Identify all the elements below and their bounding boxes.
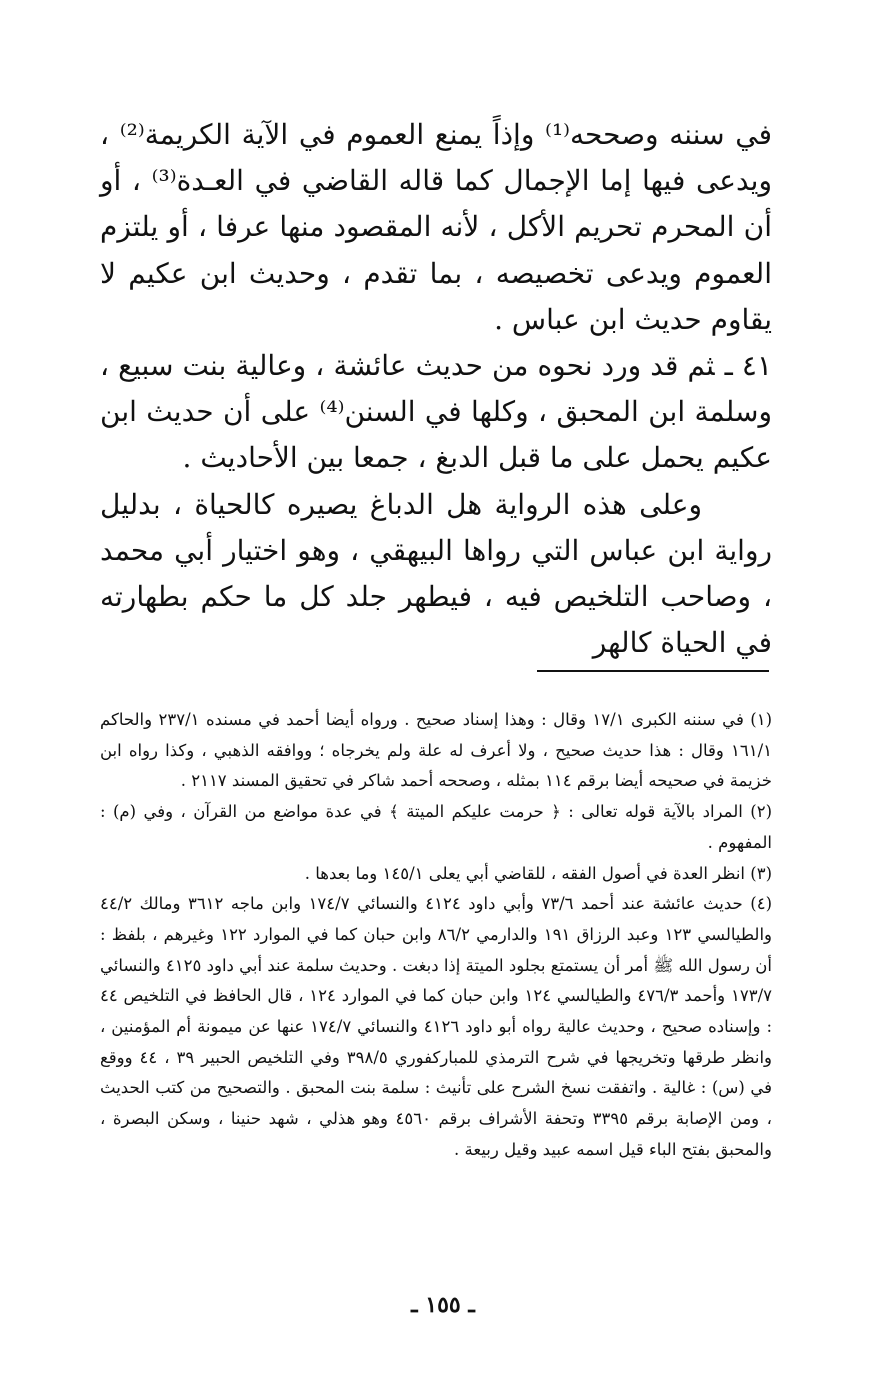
main-paragraph: في سننه وصححه⁽¹⁾ وإذاً يمنع العموم في الآية الكريمة⁽²⁾ ، ويدعى فيها إما الإجمال كما قاله القاضي في العـدة⁽³⁾ ، أو أن المحرم تحريم الأكل ، لأنه المقصود منها عرفا ، أو يلتزم العموم ويدعى تخصيصه ، بما تقدم ، وحديث ابن عكيم لا يقاوم حديث ابن عباس . bbox=[100, 118, 772, 336]
footnote-divider bbox=[537, 670, 769, 672]
numbered-paragraph-41 bbox=[100, 343, 772, 482]
main-paragraph: وعلى هذه الرواية هل الدباغ يصيره كالحياة ، بدليل رواية ابن عباس التي رواها البيهقي ، وهو اختيار أبي محمد ، وصاحب التلخيص فيه ، فيطهر جلد كل ما حكم بطهارته في الحياة كالهر bbox=[100, 487, 772, 660]
footnote-3: (٣) انظر العدة في أصول الفقه ، للقاضي أبي يعلى ١٤٥/١ وما بعدها . bbox=[304, 863, 772, 883]
main-text-block bbox=[100, 112, 772, 666]
footnote-4: (٤) حديث عائشة عند أحمد ٧٣/٦ وأبي داود ٤١٢٤ والنسائي ١٧٤/٧ وابن ماجه ٣٦١٢ ومالك ٤٤/٢ والطيالسي ١٢٣ وعبد الرزاق ١٩١ والدارمي ٨٦/٢ وابن حبان كما في الموارد ١٢٢ وغيرهم ، بلفظ : أن رسول الله ﷺ أمر أن يستمتع بجلود الميتة إذا دبغت . وحديث سلمة عند أبي داود ٤١٢٥ والنسائي ١٧٣/٧ وأحمد ٤٧٦/٣ والطيالسي ١٢٤ وابن حبان كما في الموارد ١٢٤ ، قال الحافظ في التلخيص ٤٤ : وإسناده صحيح ، وحديث عالية رواه أبو داود ٤١٢٦ والنسائي ١٧٤/٧ عنها عن ميمونة أم المؤمنين ، وانظر طرقها وتخريجها في شرح الترمذي للمباركفوري ٣٩٨/٥ وفي التلخيص الحبير ٣٩ ، ٤٤ ووقع في (س) : غالية . واتفقت نسخ الشرح على تأنيث : سلمة بنت المحبق . والتصحيح من كتب الحديث ، ومن الإصابة برقم ٣٣٩٥ وتحفة الأشراف برقم ٤٥٦٠ وهو هذلي ، شهد حنينا ، وسكن البصرة ، والمحبق بفتح الباء قيل اسمه عبيد وقيل ربيعة . bbox=[100, 894, 773, 1159]
footnote-2: (٢) المراد بالآية قوله تعالى : ﴿ حرمت عليكم الميتة ﴾ في عدة مواضع من القرآن ، وفي (م) : المفهوم . bbox=[100, 802, 772, 852]
numbered-paragraph-text: ثم قد ورد نحوه من حديث عائشة ، وعالية بنت سبيع ، وسلمة ابن المحبق ، وكلها في السنن⁽⁴⁾ على أن حديث ابن عكيم يحمل على ما قبل الدبغ ، جمعا بين الأحاديث . bbox=[100, 349, 772, 475]
paragraph-number: ٤١ ـ bbox=[724, 349, 772, 383]
footnotes-block bbox=[100, 705, 772, 1166]
page-number: ـ ١٥٥ ـ bbox=[411, 1292, 475, 1318]
footnote-1: (١) في سننه الكبرى ١٧/١ وقال : وهذا إسناد صحيح . ورواه أيضا أحمد في مسنده ٢٣٧/١ والحاكم ١٦١/١ وقال : هذا حديث صحيح ، ولا أعرف له علة ولم يخرجاه ؛ ووافقه الذهبي ، وكذا رواه ابن خزيمة في صحيحه أيضا برقم ١١٤ بمثله ، وصححه أحمد شاكر في تحقيق المسند ٢١١٧ . bbox=[100, 710, 772, 791]
